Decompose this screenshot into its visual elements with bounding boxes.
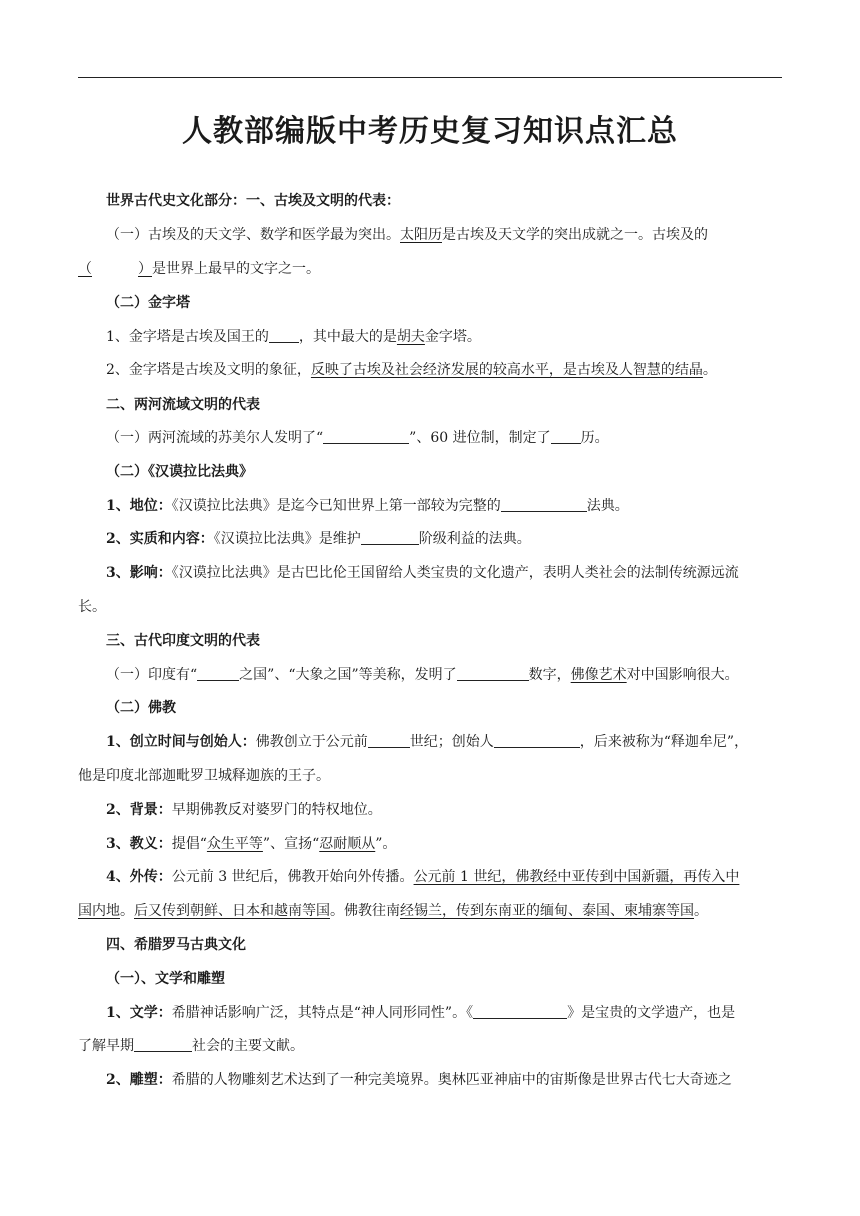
underlined-text: 佛像艺术 [570, 667, 627, 683]
label: 1、创立时间与创始人： [106, 734, 256, 750]
text: 希腊的人物雕刻艺术达到了一种完美境界。奥林匹亚神庙中的宙斯像是世界古代七大奇迹之 [171, 1072, 732, 1088]
label: 3、影响： [106, 565, 172, 581]
text: 。 [120, 903, 134, 919]
paragraph-literature [78, 1003, 812, 1023]
document-title: 人教部编版中考历史复习知识点汇总 [182, 114, 678, 149]
paragraph-pyramid-2 [78, 360, 812, 380]
text: 公元前 3 世纪后，佛教开始向外传播。 [171, 869, 414, 885]
underlined-text: 反映了古埃及社会经济发展的较高水平，是古埃及人智慧的结晶 [310, 362, 703, 378]
text: 社会的主要文献。 [192, 1038, 304, 1054]
fill-blank [473, 1004, 567, 1019]
text: 是古埃及天文学的突出成就之一。古埃及的 [442, 227, 708, 243]
paragraph-sculpture [78, 1070, 812, 1090]
section-heading-greece-rome: 四、希腊罗马古典文化 [106, 937, 246, 953]
text: 1、金字塔是古埃及国王的 [106, 329, 269, 345]
section-heading-india: 三、古代印度文明的代表 [106, 633, 260, 649]
fill-blank [269, 328, 299, 343]
paragraph-buddhism-spread [78, 867, 812, 887]
text: 世纪；创始人 [409, 734, 494, 750]
text: 》是宝贵的文学遗产，也是 [567, 1005, 736, 1021]
fill-blank [361, 530, 419, 545]
paragraph-india [78, 665, 812, 685]
text: 之国”、“大象之国”等美称，发明了 [239, 667, 457, 683]
text: （一）古埃及的天文学、数学和医学最为突出。 [106, 227, 400, 243]
text: 阶级利益的法典。 [418, 531, 531, 547]
paragraph-hammurabi-impact [78, 563, 812, 583]
text: 早期佛教反对婆罗门的特权地位。 [171, 802, 382, 818]
underlined-text: 后又传到朝鲜、日本和越南等国 [134, 903, 330, 919]
underlined-text: 太阳历 [400, 227, 442, 243]
text: 。 [702, 362, 717, 378]
text: 《汉谟拉比法典》是维护 [213, 531, 361, 547]
paragraph-buddhism-spread-cont [78, 901, 784, 921]
text: （一）两河流域的苏美尔人发明了“ [106, 430, 324, 446]
underlined-text: 胡夫 [396, 329, 425, 345]
paragraph-buddhism-background [78, 800, 812, 820]
text: ） [138, 261, 152, 277]
paragraph-pyramid-1 [78, 327, 812, 347]
paragraph-hammurabi-essence [78, 529, 812, 549]
paragraph-egypt-writing [78, 259, 784, 279]
text: 了解早期 [78, 1038, 134, 1054]
paragraph-sumer [78, 428, 812, 448]
text: 2、金字塔是古埃及文明的象征， [106, 362, 311, 378]
text: 数字， [528, 667, 571, 683]
paragraph-hammurabi-impact-cont: 长。 [78, 599, 106, 615]
text: ，其中最大的是 [298, 329, 397, 345]
section-heading-world-ancient: 世界古代史文化部分：一、古埃及文明的代表： [106, 193, 400, 209]
fill-blank [457, 666, 529, 681]
text: ”、60 进位制，制定了 [409, 430, 551, 446]
paragraph-egypt-science [78, 225, 812, 245]
fill-blank [494, 733, 580, 748]
text: ，后来被称为“释迦牟尼”， [579, 734, 749, 750]
text: ”。 [375, 836, 397, 852]
text: 。 [694, 903, 708, 919]
label: 2、背景： [106, 802, 172, 818]
underlined-text: 众生平等 [206, 836, 263, 852]
fill-blank [323, 429, 409, 444]
text: 法典。 [586, 498, 629, 514]
underlined-text: 经锡兰，传到东南亚的缅甸、泰国、柬埔寨等国 [400, 903, 694, 919]
text: ”、宣扬“ [262, 836, 320, 852]
underlined-text: 国内地 [78, 903, 120, 919]
text: （ [78, 261, 92, 277]
paragraph-literature-cont [78, 1036, 784, 1056]
paragraph-buddhism-doctrine [78, 834, 812, 854]
underlined-text: 公元前 1 世纪，佛教经中亚传到中国新疆，再传入中 [413, 869, 740, 885]
heading-hammurabi: （二）《汉谟拉比法典》 [106, 464, 253, 480]
heading-buddhism: （二）佛教 [106, 700, 176, 716]
text: 《汉谟拉比法典》是古巴比伦王国留给人类宝贵的文化遗产，表明人类社会的法制传统源远流 [171, 565, 739, 581]
heading-literature-sculpture: （一）、文学和雕塑 [106, 971, 225, 987]
heading-pyramids: （二）金字塔 [106, 295, 190, 311]
label: 4、外传： [106, 869, 172, 885]
fill-blank [501, 497, 587, 512]
fill-blank [134, 1037, 192, 1052]
underlined-text: 忍耐顺从 [319, 836, 376, 852]
text: 提倡“ [171, 836, 207, 852]
section-heading-mesopotamia: 二、两河流域文明的代表 [106, 397, 260, 413]
fill-blank [551, 429, 581, 444]
fill-blank [197, 666, 239, 681]
paragraph-buddhism-founding [78, 732, 812, 752]
text: 对中国影响很大。 [626, 667, 739, 683]
text: 。佛教往南 [330, 903, 400, 919]
label: 3、教义： [106, 836, 172, 852]
text: 佛教创立于公元前 [255, 734, 368, 750]
label: 1、文学： [106, 1005, 172, 1021]
text: （一）印度有“ [106, 667, 198, 683]
text: 希腊神话影响广泛，其特点是“神人同形同性”。《 [171, 1005, 474, 1021]
fill-blank [78, 261, 152, 277]
header-rule [78, 77, 782, 78]
text: 是世界上最早的文字之一。 [152, 261, 320, 277]
label: 2、雕塑： [106, 1072, 172, 1088]
text: 《汉谟拉比法典》是迄今已知世界上第一部较为完整的 [171, 498, 501, 514]
paragraph-hammurabi-status [78, 496, 812, 516]
text: 历。 [580, 430, 609, 446]
paragraph-buddhism-founding-cont: 他是印度北部迦毗罗卫城释迦族的王子。 [78, 768, 330, 784]
label: 2、实质和内容： [106, 531, 214, 547]
label: 1、地位： [106, 498, 172, 514]
text: 金字塔。 [424, 329, 481, 345]
fill-blank [368, 733, 410, 748]
